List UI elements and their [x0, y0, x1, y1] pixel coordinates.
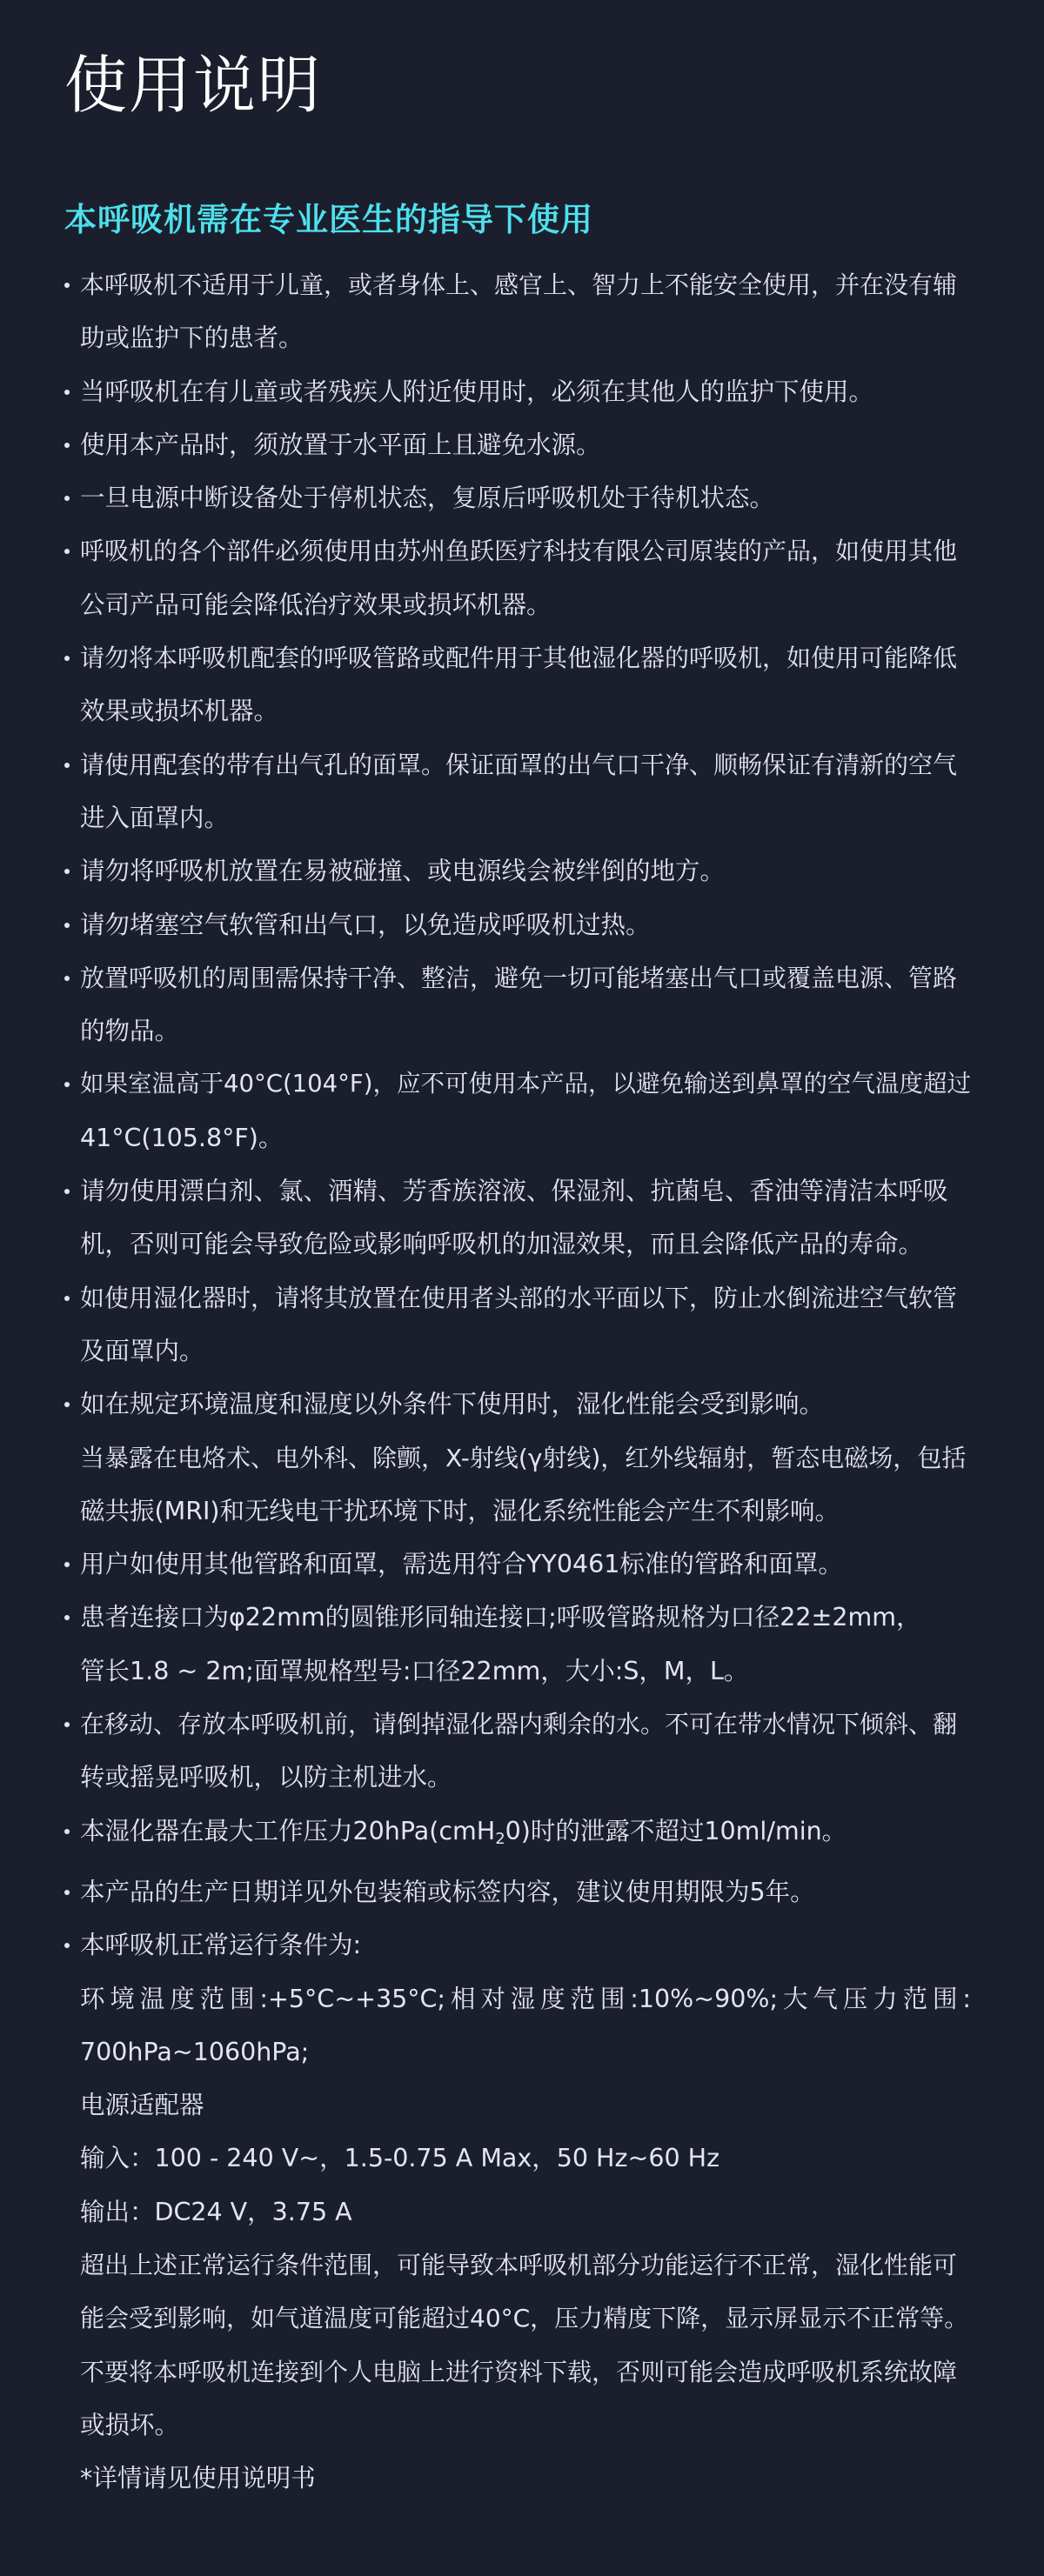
item-line: 转或摇晃呼吸机，以防主机进水。 [80, 1763, 452, 1792]
list-item [64, 258, 971, 365]
item-line [80, 1805, 971, 1865]
item-line: 环境温度范围:+5°C~+35°C;相对湿度范围:10%~90%;大气压力范围: [80, 1984, 971, 2013]
item-line: 进入面罩内。 [80, 803, 230, 832]
item-line: 如在规定环境温度和湿度以外条件下使用时，湿化性能会受到影响。 [80, 1390, 825, 1419]
item-line: 呼吸机的各个部件必须使用由苏州鱼跃医疗科技有限公司原装的产品，如使用其他 [80, 537, 958, 566]
item-line: 请勿将呼吸机放置在易被碰撞、或电源线会被绊倒的地方。 [80, 857, 726, 886]
list-item [64, 1165, 971, 1271]
item-line: 如使用湿化器时，请将其放置在使用者头部的水平面以下，防止水倒流进空气软管 [80, 1283, 958, 1312]
list-item [64, 1805, 971, 1865]
list-item [64, 365, 971, 418]
item-line: 效果或损坏机器。 [80, 697, 279, 726]
footnote: *详情请见使用说明书 [80, 2464, 316, 2493]
page-title: 使用说明 [64, 49, 323, 122]
list-item [64, 1538, 971, 1591]
item-line: 磁共振(MRI)和无线电干扰环境下时，湿化系统性能会产生不利影响。 [80, 1496, 840, 1525]
list-item [64, 844, 971, 898]
item-line: 700hPa~1060hPa; [80, 2037, 310, 2066]
item-line: 用户如使用其他管路和面罩，需选用符合YY0461标准的管路和面罩。 [80, 1550, 843, 1579]
item-line: 电源适配器 [80, 2091, 204, 2120]
list-item [64, 1591, 971, 1698]
item-line: 41°C(105.8°F)。 [80, 1123, 284, 1152]
list-item [64, 1919, 971, 2505]
list-item [64, 1058, 971, 1165]
item-line: 能会受到影响，如气道温度可能超过40°C，压力精度下降，显示屏显示不正常等。 [80, 2304, 969, 2333]
list-item [64, 471, 971, 524]
item-line: 在移动、存放本呼吸机前，请倒掉湿化器内剩余的水。不可在带水情况下倾斜、翻 [80, 1710, 958, 1739]
pressure-text-before: 本湿化器在最大工作压力20hPa(cmH [80, 1816, 496, 1845]
list-item [64, 524, 971, 631]
list-item [64, 1865, 971, 1919]
item-line: 请使用配套的带有出气孔的面罩。保证面罩的出气口干净、顺畅保证有清新的空气 [80, 750, 958, 779]
item-line: 请勿使用漂白剂、氯、酒精、芳香族溶液、保湿剂、抗菌皂、香油等清洁本呼吸 [80, 1177, 948, 1206]
item-line: 机，否则可能会导致危险或影响呼吸机的加湿效果，而且会降低产品的寿命。 [80, 1230, 924, 1259]
item-line: 一旦电源中断设备处于停机状态，复原后呼吸机处于待机状态。 [80, 484, 775, 513]
item-line: 当呼吸机在有儿童或者残疾人附近使用时，必须在其他人的监护下使用。 [80, 377, 874, 406]
item-line: 不要将本呼吸机连接到个人电脑上进行资料下载，否则可能会造成呼吸机系统故障 [80, 2357, 958, 2386]
item-line: 的物品。 [80, 1017, 180, 1046]
item-line: 输入：100 - 240 V~，1.5-0.75 A Max，50 Hz~60 Hz [80, 2144, 720, 2173]
pressure-subscript: 2 [495, 1829, 505, 1848]
pressure-text-after: 0)时的泄露不超过10ml/min。 [505, 1816, 847, 1845]
item-line: 当暴露在电烙术、电外科、除颤，X-射线(γ射线)，红外线辐射，暂态电磁场，包括 [80, 1443, 967, 1472]
list-item [64, 898, 971, 951]
item-line: 本产品的生产日期详见外包装箱或标签内容，建议使用期限为5年。 [80, 1877, 815, 1906]
item-line: 请勿将本呼吸机配套的呼吸管路或配件用于其他湿化器的呼吸机，如使用可能降低 [80, 644, 958, 673]
list-item [64, 631, 971, 738]
item-line: 如果室温高于40°C(104°F)，应不可使用本产品，以避免输送到鼻罩的空气温度超过 [80, 1070, 971, 1098]
item-line: 管长1.8 ~ 2m;面罩规格型号:口径22mm，大小:S，M，L。 [80, 1656, 749, 1685]
item-line: 助或监护下的患者。 [80, 324, 304, 353]
item-line: 及面罩内。 [80, 1336, 204, 1365]
item-line: 超出上述正常运行条件范围，可能导致本呼吸机部分功能运行不正常，湿化性能可 [80, 2250, 958, 2279]
list-item [64, 738, 971, 845]
item-line: 放置呼吸机的周围需保持干净、整洁，避免一切可能堵塞出气口或覆盖电源、管路 [80, 963, 958, 992]
item-line: 输出：DC24 V，3.75 A [80, 2197, 352, 2226]
item-line: 使用本产品时，须放置于水平面上且避免水源。 [80, 430, 601, 459]
item-line: 公司产品可能会降低治疗效果或损坏机器。 [80, 590, 552, 619]
list-item [64, 1271, 971, 1378]
item-line: 或损坏。 [80, 2410, 180, 2439]
item-line: 本呼吸机正常运行条件为: [80, 1931, 362, 1960]
list-item [64, 1698, 971, 1805]
list-item [64, 951, 971, 1058]
section-title: 本呼吸机需在专业医生的指导下使用 [64, 201, 593, 238]
item-line: 患者连接口为φ22mm的圆锥形同轴连接口;呼吸管路规格为口径22±2mm， [80, 1603, 921, 1632]
item-line: 请勿堵塞空气软管和出气口，以免造成呼吸机过热。 [80, 910, 651, 939]
item-line: 本呼吸机不适用于儿童，或者身体上、感官上、智力上不能安全使用，并在没有辅 [80, 270, 958, 299]
instruction-list [64, 258, 971, 2505]
list-item [64, 418, 971, 471]
list-item [64, 1378, 971, 1538]
